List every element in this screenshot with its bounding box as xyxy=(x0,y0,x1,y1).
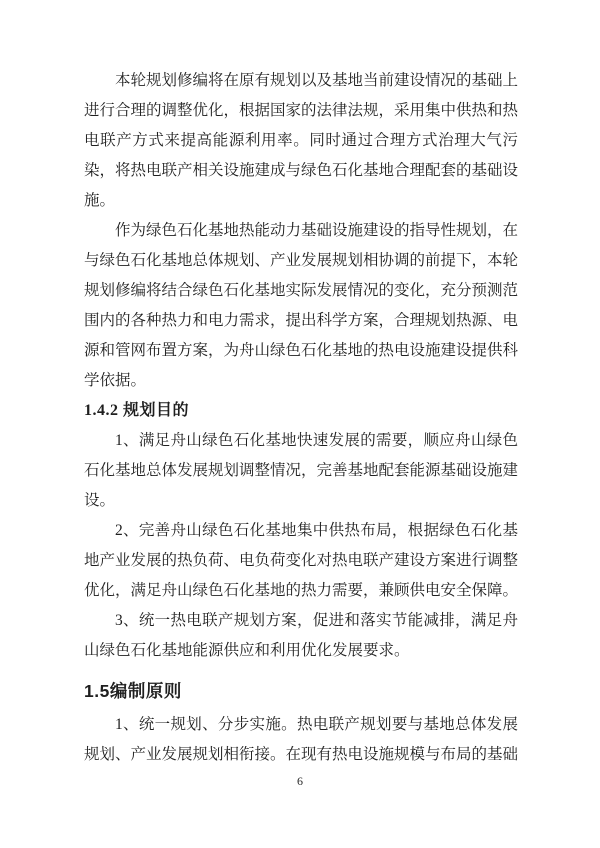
page-footer xyxy=(0,773,600,789)
purpose-list-item-1: 1、满足舟山绿色石化基地快速发展的需要，顺应舟山绿色石化基地总体发展规划调整情况，完善基地配套能源基础设施建设。 xyxy=(84,432,519,509)
section-heading-planning-purpose: 1.4.2 规划目的 xyxy=(84,402,190,419)
section-heading-compilation-principles: 1.5编制原则 xyxy=(84,681,182,701)
page-content xyxy=(84,66,518,770)
principle-list-item-1: 1、统一规划、分步实施。热电联产规划要与基地总体发展规划、产业发展规划相衔接。在现有热电设施规模与布局的基础 xyxy=(84,716,519,763)
purpose-list-item-2: 2、完善舟山绿色石化基地集中供热布局，根据绿色石化基地产业发展的热负荷、电负荷变化对热电联产建设方案进行调整优化，满足舟山绿色石化基地的热力需要，兼顾供电安全保障。 xyxy=(84,522,519,599)
paragraph-plan-revision-basis: 本轮规划修编将在原有规划以及基地当前建设情况的基础上进行合理的调整优化，根据国家的法律法规，采用集中供热和热电联产方式来提高能源利用率。同时通过合理方式治理大气污染，将热电联产相关设施建成与绿色石化基地合理配套的基础设施。 xyxy=(84,72,519,209)
page-number: 6 xyxy=(297,774,303,788)
purpose-list-item-3: 3、统一热电联产规划方案，促进和落实节能减排，满足舟山绿色石化基地能源供应和利用优化发展要求。 xyxy=(84,612,518,659)
paragraph-guiding-plan: 作为绿色石化基地热能动力基础设施建设的指导性规划，在与绿色石化基地总体规划、产业发展规划相协调的前提下，本轮规划修编将结合绿色石化基地实际发展情况的变化，充分预测范围内的各种热力和电力需求，提出科学方案，合理规划热源、电源和管网布置方案，为舟山绿色石化基地的热电设施建设提供科学依据。 xyxy=(84,222,519,389)
